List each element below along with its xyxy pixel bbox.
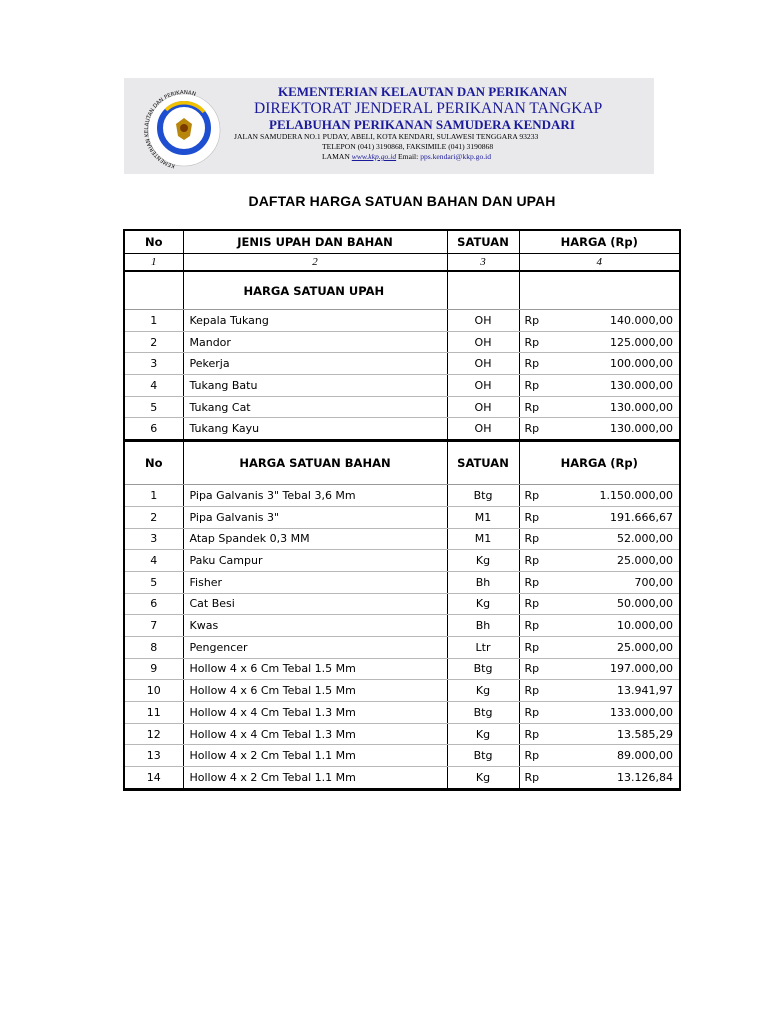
- row-price: [519, 528, 680, 550]
- table-row: [124, 550, 680, 572]
- letterhead-directorate: DIREKTORAT JENDERAL PERIKANAN TANGKAP: [254, 100, 603, 117]
- column-number: 1: [124, 254, 183, 272]
- row-price: [519, 615, 680, 637]
- row-currency: Rp: [524, 554, 540, 568]
- row-no: 6: [124, 418, 183, 441]
- table-row: [124, 375, 680, 397]
- row-currency: Rp: [524, 640, 540, 654]
- table-row: [124, 593, 680, 615]
- row-unit: Kg: [447, 680, 519, 702]
- row-currency: Rp: [524, 575, 540, 589]
- row-price: [519, 680, 680, 702]
- table-row: [124, 680, 680, 702]
- table-row: [124, 310, 680, 332]
- row-amount: 133.000,00: [610, 705, 673, 719]
- row-unit: M1: [447, 528, 519, 550]
- row-amount: 13.126,84: [617, 770, 673, 784]
- row-name: Pengencer: [183, 636, 447, 658]
- row-price: [519, 353, 680, 375]
- row-name: Paku Campur: [183, 550, 447, 572]
- row-no: 3: [124, 528, 183, 550]
- row-currency: Rp: [524, 378, 540, 392]
- column-number-row: [124, 254, 680, 272]
- row-name: Mandor: [183, 331, 447, 353]
- row-amount: 130.000,00: [610, 378, 673, 392]
- web-link[interactable]: www.kkp.go.id: [351, 152, 397, 161]
- row-unit: OH: [447, 353, 519, 375]
- row-amount: 1.150.000,00: [599, 488, 673, 502]
- row-unit: OH: [447, 375, 519, 397]
- row-unit: Kg: [447, 550, 519, 572]
- row-currency: Rp: [524, 422, 540, 436]
- section-bahan-title: HARGA SATUAN BAHAN: [183, 441, 447, 485]
- row-price: [519, 702, 680, 724]
- section-bahan-row: [124, 441, 680, 485]
- table-row: [124, 528, 680, 550]
- row-unit: Btg: [447, 485, 519, 507]
- letterhead-port: PELABUHAN PERIKANAN SAMUDERA KENDARI: [269, 117, 575, 132]
- row-currency: Rp: [524, 727, 540, 741]
- row-unit: Ltr: [447, 636, 519, 658]
- table-row: [124, 767, 680, 790]
- table-row: [124, 485, 680, 507]
- row-currency: Rp: [524, 705, 540, 719]
- row-no: 6: [124, 593, 183, 615]
- row-name: Tukang Kayu: [183, 418, 447, 441]
- row-amount: 130.000,00: [610, 400, 673, 414]
- row-price: [519, 550, 680, 572]
- header-no: No: [124, 441, 183, 485]
- row-currency: Rp: [524, 662, 540, 676]
- row-unit: Kg: [447, 593, 519, 615]
- row-unit: Bh: [447, 571, 519, 593]
- header-jenis: JENIS UPAH DAN BAHAN: [183, 230, 447, 254]
- row-currency: Rp: [524, 597, 540, 611]
- web-label: LAMAN: [322, 152, 350, 161]
- row-price: [519, 636, 680, 658]
- row-price: [519, 767, 680, 790]
- row-amount: 125.000,00: [610, 335, 673, 349]
- letterhead-address: JALAN SAMUDERA NO.1 PUDAY, ABELI, KOTA KENDARI, SULAWESI TENGGARA 93233: [234, 132, 539, 141]
- row-name: Pekerja: [183, 353, 447, 375]
- letterhead-contact: [234, 152, 644, 162]
- row-no: 2: [124, 506, 183, 528]
- row-amount: 13.585,29: [617, 727, 673, 741]
- row-no: 2: [124, 331, 183, 353]
- table-row: [124, 571, 680, 593]
- row-amount: 10.000,00: [617, 619, 673, 633]
- row-unit: Btg: [447, 658, 519, 680]
- row-name: Hollow 4 x 4 Cm Tebal 1.3 Mm: [183, 723, 447, 745]
- row-no: 1: [124, 485, 183, 507]
- row-currency: Rp: [524, 510, 540, 524]
- row-name: Hollow 4 x 2 Cm Tebal 1.1 Mm: [183, 767, 447, 790]
- row-name: Tukang Batu: [183, 375, 447, 397]
- row-price: [519, 396, 680, 418]
- row-unit: OH: [447, 418, 519, 441]
- row-no: 5: [124, 396, 183, 418]
- row-price: [519, 658, 680, 680]
- header-satuan: SATUAN: [447, 441, 519, 485]
- row-price: [519, 485, 680, 507]
- row-name: Hollow 4 x 4 Cm Tebal 1.3 Mm: [183, 702, 447, 724]
- row-amount: 25.000,00: [617, 554, 673, 568]
- column-number: 3: [447, 254, 519, 272]
- row-currency: Rp: [524, 749, 540, 763]
- row-price: [519, 418, 680, 441]
- row-price: [519, 745, 680, 767]
- row-amount: 25.000,00: [617, 640, 673, 654]
- header-no: No: [124, 230, 183, 254]
- table-header-row: [124, 230, 680, 254]
- table-row: [124, 745, 680, 767]
- header-harga: HARGA (Rp): [519, 230, 680, 254]
- row-currency: Rp: [524, 684, 540, 698]
- row-currency: Rp: [524, 532, 540, 546]
- column-number: 4: [519, 254, 680, 272]
- row-no: 14: [124, 767, 183, 790]
- table-row: [124, 615, 680, 637]
- row-price: [519, 723, 680, 745]
- price-table: [123, 229, 681, 791]
- row-no: 11: [124, 702, 183, 724]
- section-upah-title: HARGA SATUAN UPAH: [183, 271, 447, 310]
- row-amount: 50.000,00: [617, 597, 673, 611]
- row-unit: Bh: [447, 615, 519, 637]
- row-price: [519, 310, 680, 332]
- row-currency: Rp: [524, 770, 540, 784]
- table-row: [124, 636, 680, 658]
- row-name: Cat Besi: [183, 593, 447, 615]
- row-price: [519, 506, 680, 528]
- row-unit: OH: [447, 396, 519, 418]
- logo-ring-text: KEMENTERIAN KELAUTAN DAN PERIKANAN: [144, 89, 197, 169]
- row-no: 5: [124, 571, 183, 593]
- row-unit: Kg: [447, 723, 519, 745]
- row-price: [519, 331, 680, 353]
- section-upah-row: [124, 271, 680, 310]
- table-row: [124, 331, 680, 353]
- row-no: 4: [124, 375, 183, 397]
- letterhead-ministry: KEMENTERIAN KELAUTAN DAN PERIKANAN: [278, 84, 568, 99]
- column-number: 2: [183, 254, 447, 272]
- row-no: 1: [124, 310, 183, 332]
- table-row: [124, 658, 680, 680]
- row-name: Hollow 4 x 6 Cm Tebal 1.5 Mm: [183, 680, 447, 702]
- row-name: Kepala Tukang: [183, 310, 447, 332]
- row-currency: Rp: [524, 488, 540, 502]
- row-no: 3: [124, 353, 183, 375]
- table-row: [124, 353, 680, 375]
- row-no: 8: [124, 636, 183, 658]
- row-no: 10: [124, 680, 183, 702]
- row-amount: 700,00: [634, 575, 673, 589]
- email-link[interactable]: pps.kendari@kkp.go.id: [420, 152, 492, 161]
- header-satuan: SATUAN: [447, 230, 519, 254]
- row-amount: 13.941,97: [617, 684, 673, 698]
- row-no: 12: [124, 723, 183, 745]
- row-amount: 89.000,00: [617, 749, 673, 763]
- row-name: Atap Spandek 0,3 MM: [183, 528, 447, 550]
- row-no: 4: [124, 550, 183, 572]
- row-currency: Rp: [524, 400, 540, 414]
- row-no: 13: [124, 745, 183, 767]
- row-price: [519, 571, 680, 593]
- row-unit: OH: [447, 310, 519, 332]
- table-row: [124, 723, 680, 745]
- row-unit: Btg: [447, 702, 519, 724]
- row-unit: M1: [447, 506, 519, 528]
- page-title: DAFTAR HARGA SATUAN BAHAN DAN UPAH: [248, 193, 556, 209]
- row-name: Tukang Cat: [183, 396, 447, 418]
- row-no: 9: [124, 658, 183, 680]
- row-amount: 197.000,00: [610, 662, 673, 676]
- row-currency: Rp: [524, 357, 540, 371]
- header-harga: HARGA (Rp): [519, 441, 680, 485]
- table-row: [124, 396, 680, 418]
- letterhead: [124, 78, 654, 174]
- letterhead-phone: TELEPON (041) 3190868, FAKSIMILE (041) 3190868: [322, 142, 494, 151]
- row-amount: 52.000,00: [617, 532, 673, 546]
- row-name: Pipa Galvanis 3": [183, 506, 447, 528]
- row-price: [519, 375, 680, 397]
- row-amount: 130.000,00: [610, 422, 673, 436]
- row-unit: OH: [447, 331, 519, 353]
- row-currency: Rp: [524, 335, 540, 349]
- table-row: [124, 418, 680, 441]
- row-name: Hollow 4 x 6 Cm Tebal 1.5 Mm: [183, 658, 447, 680]
- row-no: 7: [124, 615, 183, 637]
- row-name: Fisher: [183, 571, 447, 593]
- ministry-logo: [136, 84, 232, 172]
- row-amount: 140.000,00: [610, 313, 673, 327]
- row-unit: Btg: [447, 745, 519, 767]
- table-row: [124, 506, 680, 528]
- row-amount: 191.666,67: [610, 510, 673, 524]
- row-currency: Rp: [524, 313, 540, 327]
- row-name: Kwas: [183, 615, 447, 637]
- row-price: [519, 593, 680, 615]
- row-currency: Rp: [524, 619, 540, 633]
- email-label: Email:: [398, 152, 419, 161]
- table-row: [124, 702, 680, 724]
- row-name: Hollow 4 x 2 Cm Tebal 1.1 Mm: [183, 745, 447, 767]
- row-name: Pipa Galvanis 3" Tebal 3,6 Mm: [183, 485, 447, 507]
- row-unit: Kg: [447, 767, 519, 790]
- row-amount: 100.000,00: [610, 357, 673, 371]
